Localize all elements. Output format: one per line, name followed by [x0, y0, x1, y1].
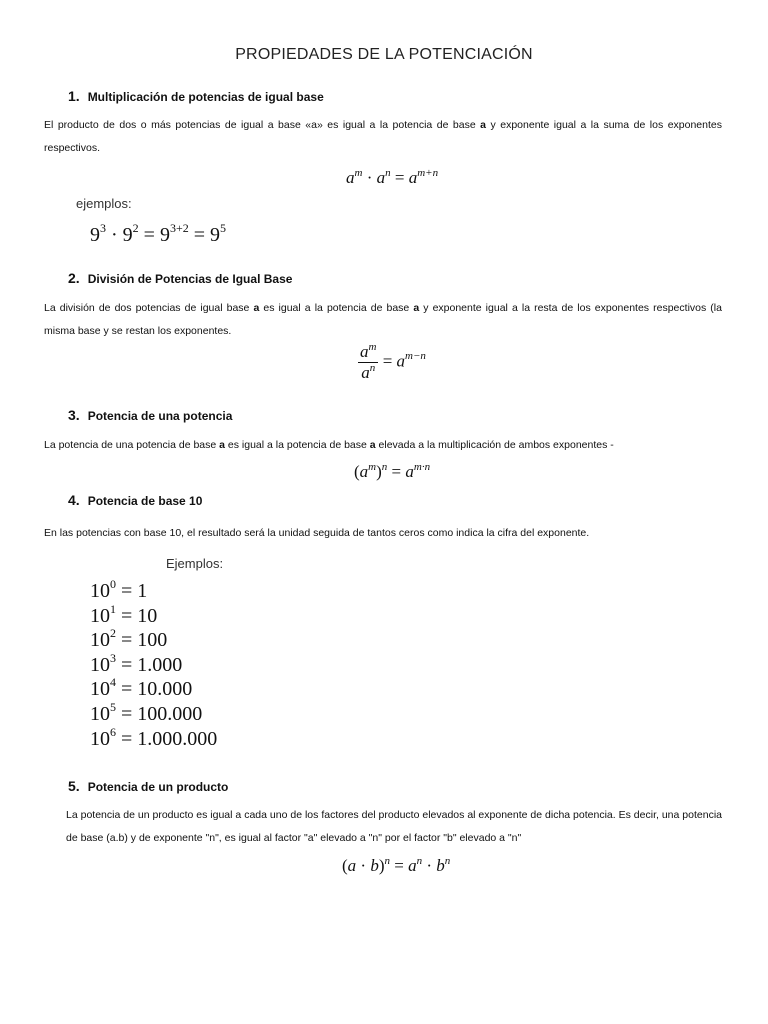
exponent: 4	[110, 675, 116, 690]
section-4-number: 4.	[68, 492, 80, 508]
section-1-heading	[68, 88, 324, 104]
section-2-bold-a-2: a	[413, 302, 420, 314]
section-2-title: División de Potencias de Igual Base	[87, 272, 293, 286]
section-3-bold-a-2: a	[369, 439, 376, 451]
examples-label-2: Ejemplos:	[166, 556, 224, 571]
result-value: 1.000.000	[137, 727, 218, 750]
section-2-paragraph	[44, 297, 722, 343]
base-10-example-3: $10^3 = 1.000$	[90, 650, 183, 676]
section-2-heading	[68, 270, 292, 286]
result-value: 1.000	[137, 653, 183, 676]
section-2-text-mid: es igual a la potencia de base	[259, 302, 414, 314]
examples-label-1: ejemplos:	[76, 196, 132, 211]
section-1-bold-a: a	[480, 119, 487, 131]
result-value: 10	[137, 604, 158, 627]
result-value: 100.000	[137, 702, 203, 725]
section-3-title: Potencia de una potencia	[87, 409, 233, 423]
example-product: $9^3 \cdot 9^2 = 9^{3+2} = 9^5$	[90, 221, 227, 246]
section-4-heading	[68, 492, 202, 508]
exponent: 3	[110, 650, 116, 665]
formula-power-of-product: $(a \cdot b)^n = a^n \cdot b^n$	[342, 855, 451, 875]
result-value: 1	[137, 580, 148, 602]
section-3-bold-a: a	[219, 439, 225, 451]
section-4-title: Potencia de base 10	[87, 494, 203, 508]
formula-power-of-power: $(a^m)^n = a^{m\cdot n}$	[354, 461, 431, 481]
section-3-text-mid: es igual a la potencia de base	[225, 439, 370, 451]
section-5-number: 5.	[68, 778, 80, 794]
base-10-example-1: $10^1 = 10$	[90, 601, 158, 627]
base-10-example-5: $10^5 = 100.000$	[90, 699, 203, 725]
section-2-bold-a: a	[253, 302, 260, 314]
exponent: 0	[110, 577, 116, 591]
formula-product-rule: $a^m \cdot a^n = a^{m+n}$	[346, 167, 439, 187]
result-value: 10.000	[137, 678, 193, 701]
base-10-example-2: $10^2 = 100$	[90, 626, 168, 652]
section-5-heading	[68, 778, 228, 794]
formula-quotient-rule: $\frac{a^m}{a^n}$ = $a^{m-n}$	[360, 341, 426, 382]
exponent: 1	[110, 601, 116, 616]
exponent: 5	[110, 699, 116, 714]
base-10-example-4: $10^4 = 10.000$	[90, 675, 193, 701]
exponent: 2	[110, 626, 116, 641]
section-3-heading	[68, 407, 232, 423]
section-1-number: 1.	[68, 88, 80, 104]
result-value: 100	[137, 629, 168, 652]
section-3-number: 3.	[68, 407, 80, 423]
section-2-number: 2.	[68, 270, 80, 286]
base-10-example-6: $10^6 = 1.000.000$	[90, 724, 218, 750]
section-1-paragraph	[44, 114, 722, 160]
section-2-text: La división de dos potencias de igual base	[44, 302, 254, 314]
section-5-title: Potencia de un producto	[87, 780, 229, 794]
base-10-examples-list	[90, 577, 218, 752]
section-4-paragraph: En las potencias con base 10, el resultado será la unidad seguida de tantos ceros como indica la cifra del exponente.	[44, 527, 590, 539]
section-2-text-end: y exponente igual a la resta de los exponentes respectivos (la misma base y se restan los exponentes.	[44, 302, 722, 337]
section-5-paragraph: La potencia de un producto es igual a cada uno de los factores del producto elevados al exponente de dicha potencia. Es decir, una potencia de base (a.b) y de exponente "n", es igual al factor "a" elevado a "n" por el factor "b" elevado a "n"	[66, 809, 722, 844]
section-3-paragraph	[44, 434, 722, 457]
base-10-example-0: $10^0 = 1$	[90, 577, 148, 602]
exponent: 6	[110, 724, 116, 739]
section-1-title: Multiplicación de potencias de igual base	[87, 90, 324, 104]
section-1-text-end: y exponente igual a la suma de los exponentes respectivos.	[44, 119, 722, 154]
page-title: PROPIEDADES DE LA POTENCIACIÓN	[235, 46, 533, 63]
section-1-text: El producto de dos o más potencias de igual a base «a» es igual a la potencia de base	[44, 119, 481, 131]
section-3-text: La potencia de una potencia de base	[44, 439, 220, 451]
section-3-text-end: elevada a la multiplicación de ambos exponentes -	[375, 439, 614, 451]
